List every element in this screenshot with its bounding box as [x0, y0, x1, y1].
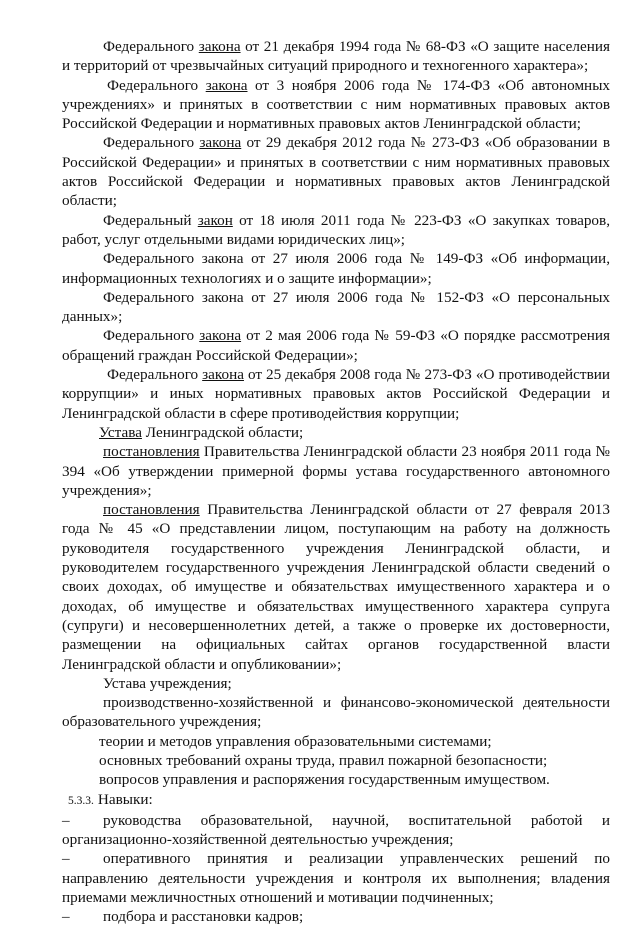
paragraph-law-68fz: Федерального закона от 21 декабря 1994 года № 68-ФЗ «О защите населения и территорий от чрезвычайных ситуаций природного и техногенного характера»; — [62, 38, 610, 75]
paragraph-law-59fz: Федерального закона от 2 мая 2006 года № 59-ФЗ «О порядке рассмотрения обращений граждан Российской Федерации»; — [62, 327, 610, 364]
dash-marker: – — [62, 850, 70, 868]
dash-marker: – — [62, 811, 70, 829]
law-link[interactable]: постановления — [103, 443, 200, 461]
paragraph-resolution-394: постановления Правительства Ленинградской области 23 ноября 2011 года № 394 «Об утверждении примерной формы устава государственного автономного учреждения»; — [62, 443, 610, 499]
law-link[interactable]: закон — [197, 211, 233, 229]
skill-item-decisions: – оперативного принятия и реализации управленческих решений по направлению деятельности учреждения и контроля их выполнения; владения приемами межличностных отношений и мотивации подчиненных; — [62, 850, 610, 907]
paragraph-labor-safety: основных требований охраны труда, правил пожарной безопасности; — [99, 751, 548, 769]
paragraph-management-theory: теории и методов управления образовательными системами; — [99, 732, 492, 750]
section-number: 5.3.3. — [68, 794, 94, 807]
skill-item-recruitment: – подбора и расстановки кадров; — [62, 908, 304, 926]
paragraph-law-174fz: Федерального закона от 3 ноября 2006 года № 174-ФЗ «Об автономных учреждениях» и принятых в соответствии с ним нормативных правовых актов Российской Федерации и нормативных правовых актов Ленинградской области; — [62, 76, 610, 133]
paragraph-law-223fz: Федеральный закон от 18 июля 2011 года № 223-ФЗ «О закупках товаров, работ, услуг отдельными видами юридических лиц»; — [62, 211, 610, 248]
law-link[interactable]: закона — [199, 327, 242, 345]
paragraph-resolution-45: постановления Правительства Ленинградской области от 27 февраля 2013 года № 45 «О представлении лицом, поступающим на работу на должность руководителя государственного учреждения Ленинградской области, и руководителем государственного учреждения Ленинградской области сведений о своих доходах, об имуществе и обязательствах имущественного характера и о доходах, об имуществе и обязательствах имущественного характера супруга (супруги) и несовершеннолетних детей, а также о проверке их достоверности, размещении на официальных сайтах органов государственной власти Ленинградской области и опубликовании»; — [62, 501, 610, 673]
law-link[interactable]: постановления — [103, 501, 200, 519]
paragraph-region-charter: Устава Ленинградской области; — [99, 423, 304, 441]
paragraph-law-152fz: Федерального закона от 27 июля 2006 года № 152-ФЗ «О персональных данных»; — [62, 288, 610, 326]
document-body — [62, 37, 610, 927]
section-title: Навыки: — [97, 790, 153, 808]
law-link[interactable]: закона — [198, 38, 241, 55]
law-link[interactable]: Устава — [99, 423, 142, 441]
paragraph-law-273fz-education: Федерального закона от 29 декабря 2012 года № 273-ФЗ «Об образовании в Российской Федерации» и принятых в соответствии с ним нормативных правовых актов Российской Федерации и нормативных правовых актов Ленинградской области; — [62, 134, 610, 210]
law-link[interactable]: закона — [199, 134, 242, 152]
skill-item-leadership: – руководства образовательной, научной, воспитательной работой и организационно-хозяйственной деятельностью учреждения; — [62, 811, 610, 849]
paragraph-production-activity: производственно-хозяйственной и финансово-экономической деятельности образовательного учреждения; — [62, 694, 610, 731]
paragraph-institution-charter: Устава учреждения; — [103, 674, 232, 692]
section-heading-skills — [62, 790, 610, 811]
paragraph-property-management: вопросов управления и распоряжения государственным имуществом. — [99, 771, 550, 789]
law-link[interactable]: закона — [202, 366, 244, 384]
paragraph-law-273fz-corruption: Федерального закона от 25 декабря 2008 года № 273-ФЗ «О противодействии коррупции» и иных нормативных правовых актов Российской Федерации и Ленинградской области в сфере противодействия коррупции; — [62, 366, 610, 422]
paragraph-law-149fz: Федерального закона от 27 июля 2006 года № 149-ФЗ «Об информации, информационных технологиях и о защите информации»; — [62, 250, 610, 287]
dash-marker: – — [62, 908, 70, 926]
law-link[interactable]: закона — [205, 76, 248, 94]
